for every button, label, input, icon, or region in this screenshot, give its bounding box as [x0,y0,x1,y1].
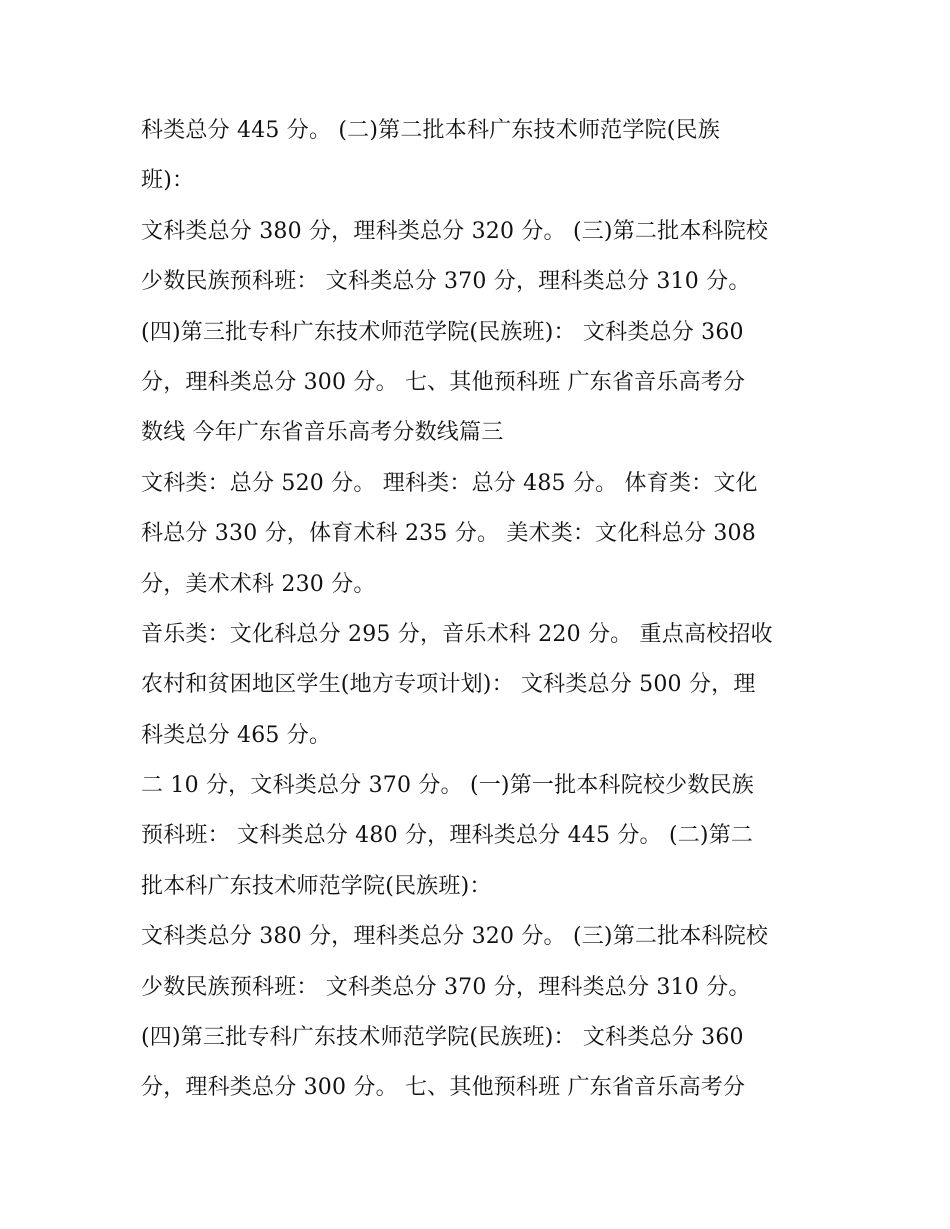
text-line: 少数民族预科班： 文科类总分 370 分，理科类总分 310 分。 [141,974,751,1000]
text-line: 文科类总分 380 分，理科类总分 320 分。 (三)第二批本科院校 [141,218,769,244]
text-line: (四)第三批专科广东技术师范学院(民族班)： 文科类总分 360 [141,319,744,345]
text-line: (四)第三批专科广东技术师范学院(民族班)： 文科类总分 360 [141,1025,744,1051]
text-line: 二 10 分，文科类总分 370 分。 (一)第一批本科院校少数民族 [141,773,754,799]
text-line: 分，美术术科 230 分。 [141,571,376,597]
text-line: 数线 今年广东省音乐高考分数线篇三 [141,420,504,446]
text-line: 班)： [141,168,195,194]
text-line: 文科类总分 380 分，理科类总分 320 分。 (三)第二批本科院校 [141,924,769,950]
text-line: 科类总分 465 分。 [141,722,332,748]
text-line: 预科班： 文科类总分 480 分，理科类总分 445 分。 (二)第二 [141,823,754,849]
text-line: 科总分 330 分，体育术科 235 分。 美术类：文化科总分 308 [141,521,756,547]
text-line: 分，理科类总分 300 分。 七、其他预科班 广东省音乐高考分 [141,1075,746,1101]
text-line: 批本科广东技术师范学院(民族班)： [141,873,492,899]
text-line: 科类总分 445 分。 (二)第二批本科广东技术师范学院(民族 [141,118,720,143]
text-line: 少数民族预科班： 文科类总分 370 分，理科类总分 310 分。 [141,269,751,295]
text-line: 文科类：总分 520 分。 理科类：总分 485 分。 体育类：文化 [141,470,758,496]
text-line: 农村和贫困地区学生(地方专项计划)： 文科类总分 500 分，理 [141,672,756,698]
body-text [141,106,821,1114]
text-line: 音乐类：文化科总分 295 分，音乐术科 220 分。 重点高校招收 [141,621,773,647]
text-line: 分，理科类总分 300 分。 七、其他预科班 广东省音乐高考分 [141,369,746,395]
